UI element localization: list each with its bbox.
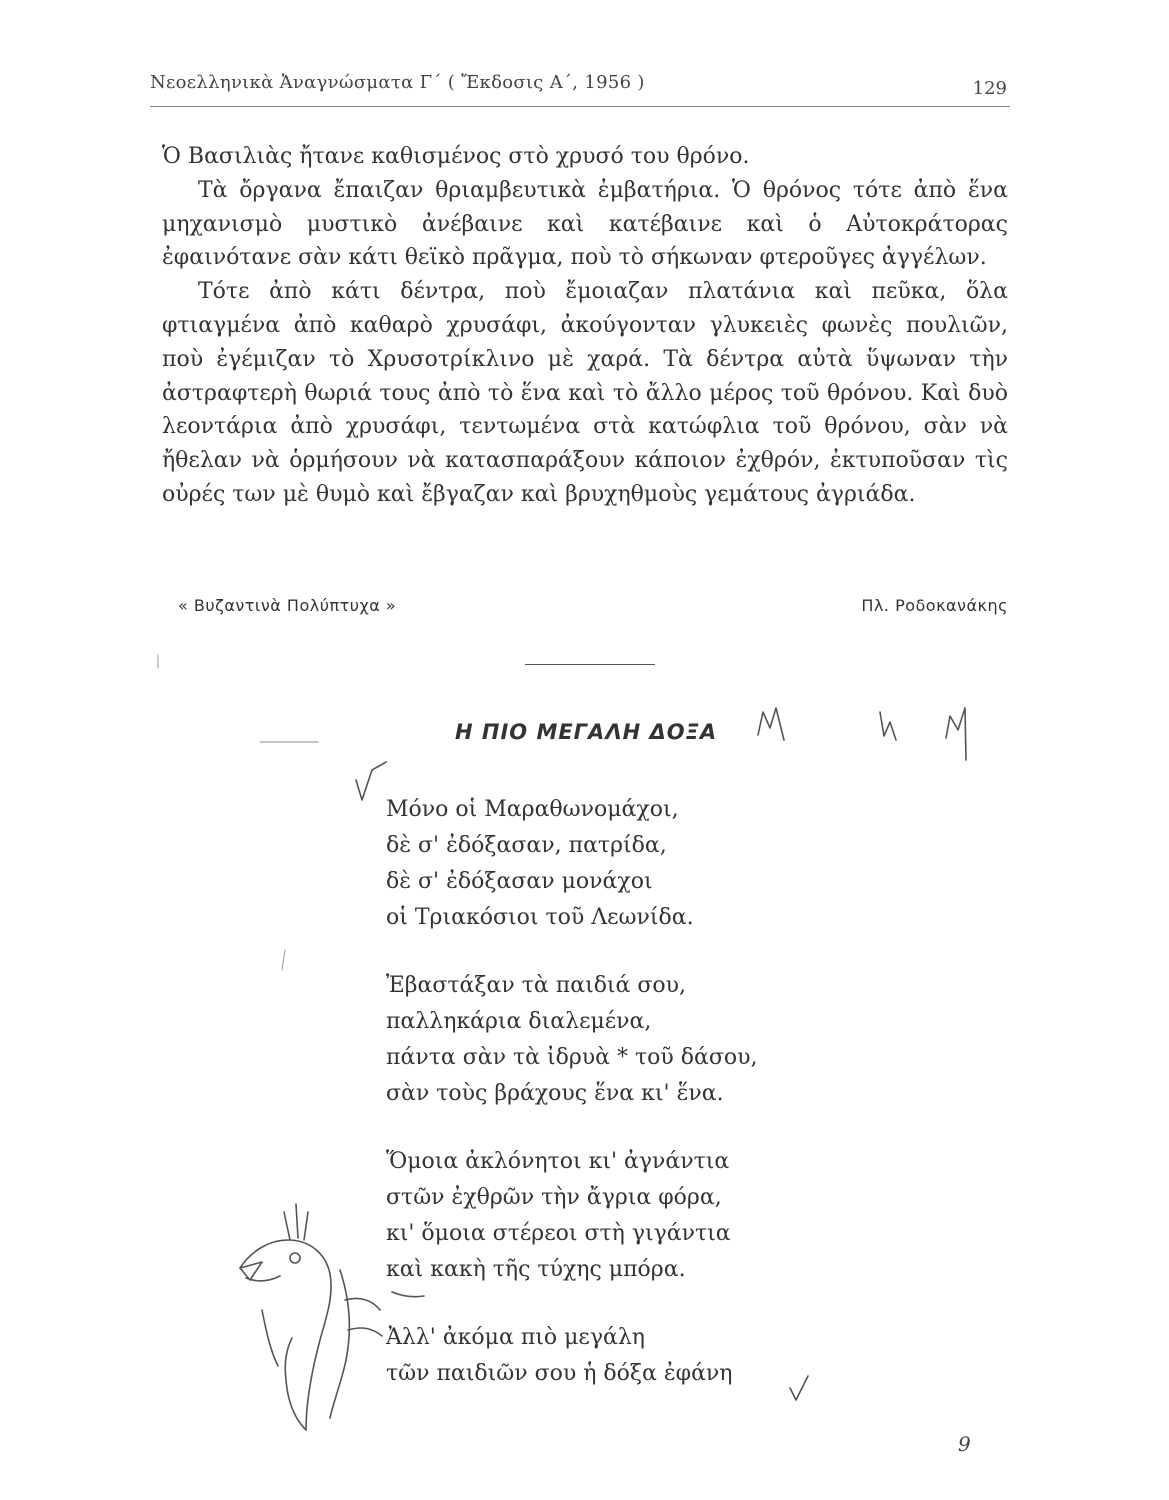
running-header: Νεοελληνικὰ Ἀναγνώσματα Γ´ ( Ἔκδοσις Α´, 1956 ) — [150, 72, 645, 93]
poem-line: οἱ Τριακόσιοι τοῦ Λεωνίδα. — [386, 905, 694, 930]
handwritten-mark — [880, 712, 896, 740]
poem-line: στῶν ἐχθρῶν τὴν ἄγρια φόρα, — [386, 1185, 722, 1210]
prose-paragraph: Τὰ ὄργανα ἔπαιζαν θριαμβευτικὰ ἐμβατήρια. Ὁ θρόνος τότε ἀπὸ ἕνα μηχανισμὸ μυστικὸ ἀνέβαινε καὶ κατέβαινε καὶ ὁ Αὐτοκράτορας ἐφαινότανε σὰν κάτι θεϊκὸ πρᾶγμα, ποὺ τὸ σήκωναν φτεροῦγες ἀγγέλων. — [162, 177, 1008, 271]
source-title: « Βυζαντινὰ Πολύπτυχα » — [178, 596, 397, 615]
poem-line: δὲ σ' ἐδόξασαν, πατρίδα, — [386, 833, 667, 858]
poem-line: Ἀλλ' ἀκόμα πιὸ μεγάλη — [386, 1325, 645, 1350]
poem-title: Η ΠΙΟ ΜΕΓΑΛΗ ΔΟΞΑ — [455, 720, 718, 744]
poem-line: Ὅμοια ἀκλόνητοι κι' ἀγνάντια — [386, 1149, 730, 1174]
poem-line: παλληκάρια διαλεμένα, — [386, 1009, 652, 1034]
faint-mark — [282, 950, 285, 970]
poem-line: Ἐβαστάξαν τὰ παιδιά σου, — [386, 973, 687, 998]
author-name: Πλ. Ροδοκανάκης — [861, 596, 1008, 615]
handwritten-mark — [758, 708, 784, 740]
prose-paragraph: Τότε ἀπὸ κάτι δέντρα, ποὺ ἔμοιαζαν πλατάνια καὶ πεῦκα, ὅλα φτιαγμένα ἀπὸ καθαρὸ χρυσάφι, ἀκούγονταν γλυκειὲς φωνὲς πουλιῶν, ποὺ ἐγέμιζαν τὸ Χρυσοτρίκλινο μὲ χαρά. Τὰ δέντρα αὐτὰ ὕψωναν τὴν ἀστραφτερὴ θωριά τους ἀπὸ τὸ ἕνα καὶ τὸ ἄλλο μέρος τοῦ θρόνου. Καὶ δυὸ λεοντάρια ἀπὸ χρυσάφι, τεντωμένα στὰ κατώφλια τοῦ θρόνου, σὰν νὰ ἤθελαν νὰ ὁρμήσουν νὰ κατασπαράξουν κάποιον ἐχθρόν, ἐκτυποῦσαν τὶς οὐρές των μὲ θυμὸ καὶ ἔβγαζαν καὶ βρυχηθμοὺς γεμάτους ἀγριάδα. — [162, 279, 1008, 507]
prose-paragraph: Ὁ Βασιλιὰς ἤτανε καθισμένος στὸ χρυσό του θρόνο. — [162, 144, 750, 169]
poem-line: τῶν παιδιῶν σου ἡ δόξα ἐφάνη — [386, 1361, 733, 1386]
poem-line: πάντα σὰν τὰ ἰδρυὰ * τοῦ δάσου, — [386, 1045, 758, 1070]
page-number: 129 — [972, 78, 1007, 99]
poem-line: σὰν τοὺς βράχους ἕνα κι' ἕνα. — [386, 1081, 724, 1106]
handwritten-tick — [356, 762, 386, 800]
handwritten-tick — [790, 1376, 808, 1400]
poem-line: κι' ὅμοια στέρεοι στὴ γιγάντια — [386, 1221, 731, 1246]
poem-line: δὲ σ' ἐδόξασαν μονάχοι — [386, 869, 653, 894]
poem-line: Μόνο οἱ Μαραθωνομάχοι, — [386, 797, 679, 822]
poem-line: καὶ κακὴ τῆς τύχης μπόρα. — [386, 1257, 686, 1282]
signature-mark: 9 — [958, 1432, 971, 1456]
bird-doodle — [240, 1204, 424, 1430]
handwritten-mark — [946, 708, 966, 760]
